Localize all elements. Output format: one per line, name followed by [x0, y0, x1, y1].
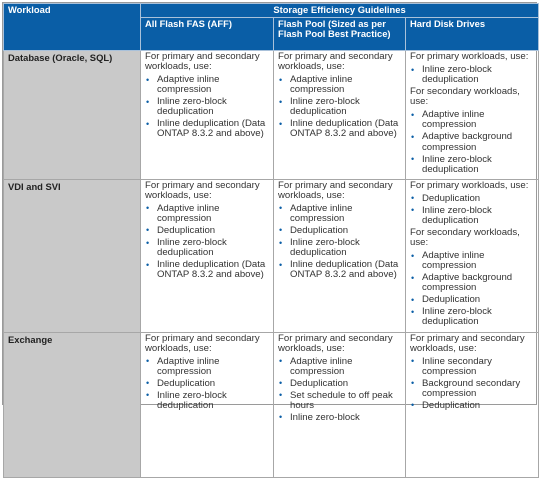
- guideline-cell: [406, 179, 539, 332]
- guideline-list: [145, 204, 270, 280]
- list-item: [145, 260, 270, 280]
- bullet-icon: •: [411, 64, 415, 75]
- guideline-block: [410, 52, 535, 85]
- list-item: [278, 391, 402, 411]
- list-item-text: Deduplication: [157, 224, 216, 236]
- bullet-icon: •: [411, 131, 415, 142]
- guideline-cell: [141, 51, 274, 180]
- list-item-text: Inline zero-block deduplication: [422, 306, 492, 328]
- list-item: [410, 155, 535, 175]
- list-item-text: Adaptive inline compression: [422, 109, 485, 131]
- guideline-block: [278, 334, 402, 424]
- guideline-intro-text: For primary and secondary workloads, use:: [145, 179, 260, 201]
- list-item: [145, 238, 270, 258]
- guideline-intro-text: For primary workloads, use:: [410, 51, 529, 62]
- list-item-text: Background secondary compression: [422, 377, 521, 399]
- list-item-text: Inline zero-block deduplication: [157, 237, 227, 259]
- guideline-intro-text: For primary and secondary workloads, use:: [145, 51, 260, 73]
- list-item-text: Deduplication: [422, 192, 481, 204]
- list-item-text: Adaptive inline compression: [157, 202, 220, 224]
- column-header-flash-pool: Flash Pool (Sized as per Flash Pool Best Practice): [274, 18, 406, 51]
- guideline-list: [410, 110, 535, 174]
- guideline-intro-text: For primary and secondary workloads, use:: [278, 332, 393, 354]
- list-item-text: Inline zero-block deduplication: [422, 64, 492, 86]
- bullet-icon: •: [411, 294, 415, 305]
- list-item-text: Adaptive background compression: [422, 272, 513, 294]
- list-item-text: Adaptive inline compression: [290, 355, 353, 377]
- list-item: [145, 204, 270, 224]
- bullet-icon: •: [279, 259, 283, 270]
- list-item-text: Deduplication: [290, 377, 349, 389]
- list-item-text: Adaptive background compression: [422, 131, 513, 153]
- guideline-cell: [274, 51, 406, 180]
- list-item: [410, 65, 535, 85]
- bullet-icon: •: [279, 118, 283, 129]
- list-item-text: Inline zero-block deduplication: [290, 96, 360, 118]
- list-item-text: Deduplication: [290, 224, 349, 236]
- list-item: [278, 75, 402, 95]
- list-item-text: Deduplication: [422, 399, 481, 411]
- list-item: [145, 97, 270, 117]
- guideline-list: [410, 194, 535, 226]
- list-item: [278, 238, 402, 258]
- workload-cell: Exchange: [4, 332, 141, 477]
- guideline-block: [410, 228, 535, 328]
- guideline-cell: [141, 332, 274, 477]
- bullet-icon: •: [279, 356, 283, 367]
- workload-cell: VDI and SVI: [4, 179, 141, 332]
- bullet-icon: •: [411, 272, 415, 283]
- list-item: [145, 119, 270, 139]
- list-item-text: Inline zero-block deduplication: [157, 96, 227, 118]
- table-row-exchange: [4, 332, 539, 477]
- table-row-vdi-svi: [4, 179, 539, 332]
- list-item-text: Inline zero-block deduplication: [157, 389, 227, 411]
- guideline-block: [410, 87, 535, 175]
- list-item: [410, 295, 535, 305]
- bullet-icon: •: [411, 378, 415, 389]
- bullet-icon: •: [411, 154, 415, 165]
- list-item: [278, 226, 402, 236]
- guideline-list: [145, 357, 270, 411]
- list-item: [278, 357, 402, 377]
- list-item-text: Inline deduplication (Data ONTAP 8.3.2 and above): [157, 259, 266, 281]
- list-item: [410, 357, 535, 377]
- bullet-icon: •: [411, 109, 415, 120]
- guideline-cell: [274, 179, 406, 332]
- bullet-icon: •: [411, 205, 415, 216]
- guideline-cell: [141, 179, 274, 332]
- guideline-block: [278, 181, 402, 281]
- bullet-icon: •: [411, 193, 415, 204]
- guideline-block: [145, 181, 270, 281]
- guideline-list: [145, 75, 270, 139]
- guideline-list: [278, 204, 402, 280]
- guideline-block: [145, 334, 270, 411]
- guideline-block: [145, 52, 270, 140]
- bullet-icon: •: [411, 400, 415, 411]
- list-item-text: Adaptive inline compression: [290, 74, 353, 96]
- list-item: [145, 379, 270, 389]
- bullet-icon: •: [279, 225, 283, 236]
- guideline-list: [410, 357, 535, 411]
- guideline-intro-text: For primary and secondary workloads, use:: [278, 51, 393, 73]
- bullet-icon: •: [279, 74, 283, 85]
- bullet-icon: •: [411, 306, 415, 317]
- list-item: [145, 391, 270, 411]
- bullet-icon: •: [279, 378, 283, 389]
- storage-efficiency-table: [3, 3, 539, 478]
- bullet-icon: •: [146, 356, 150, 367]
- guideline-block: [278, 52, 402, 140]
- guideline-intro-text: For primary and secondary workloads, use:: [410, 332, 525, 354]
- list-item-text: Inline zero-block deduplication: [422, 204, 492, 226]
- list-item: [410, 206, 535, 226]
- list-item: [410, 194, 535, 204]
- guideline-cell: [406, 332, 539, 477]
- list-item-text: Adaptive inline compression: [157, 355, 220, 377]
- storage-efficiency-table-frame: [2, 2, 537, 423]
- bullet-icon: •: [146, 259, 150, 270]
- list-item: [145, 226, 270, 236]
- bullet-icon: •: [279, 96, 283, 107]
- table-body: [4, 51, 539, 478]
- list-item-text: Deduplication: [157, 377, 216, 389]
- table-row-database: [4, 51, 539, 180]
- guideline-cell: [406, 51, 539, 180]
- bullet-icon: •: [146, 74, 150, 85]
- list-item: [410, 273, 535, 293]
- guideline-intro-text: For primary and secondary workloads, use:: [145, 332, 260, 354]
- bullet-icon: •: [279, 203, 283, 214]
- bullet-icon: •: [146, 390, 150, 401]
- guideline-block: [410, 334, 535, 411]
- list-item-text: Inline deduplication (Data ONTAP 8.3.2 and above): [290, 259, 399, 281]
- bullet-icon: •: [279, 390, 283, 401]
- list-item-text: Inline zero-block: [290, 411, 360, 423]
- bullet-icon: •: [146, 118, 150, 129]
- list-item: [278, 204, 402, 224]
- storage-efficiency-group-header: Storage Efficiency Guidelines: [141, 4, 539, 18]
- list-item: [278, 97, 402, 117]
- guideline-list: [410, 65, 535, 85]
- column-header-hdd: Hard Disk Drives: [406, 18, 539, 51]
- list-item-text: Set schedule to off peak hours: [290, 389, 393, 411]
- bullet-icon: •: [146, 96, 150, 107]
- workload-column-header: Workload: [4, 4, 141, 51]
- guideline-intro-text: For primary and secondary workloads, use:: [278, 179, 393, 201]
- list-item: [278, 413, 402, 423]
- workload-cell: Database (Oracle, SQL): [4, 51, 141, 180]
- guideline-list: [278, 75, 402, 139]
- list-item-text: Deduplication: [422, 294, 481, 306]
- bullet-icon: •: [411, 250, 415, 261]
- list-item: [410, 307, 535, 327]
- list-item: [145, 357, 270, 377]
- bullet-icon: •: [146, 225, 150, 236]
- guideline-list: [410, 251, 535, 327]
- list-item-text: Inline zero-block deduplication: [290, 237, 360, 259]
- bullet-icon: •: [146, 203, 150, 214]
- guideline-intro-text: For primary workloads, use:: [410, 179, 529, 191]
- guideline-list: [278, 357, 402, 423]
- bullet-icon: •: [146, 378, 150, 389]
- bullet-icon: •: [146, 237, 150, 248]
- list-item: [410, 132, 535, 152]
- list-item-text: Adaptive inline compression: [422, 250, 485, 272]
- list-item: [145, 75, 270, 95]
- guideline-block: [410, 181, 535, 226]
- list-item: [410, 110, 535, 130]
- list-item-text: Inline secondary compression: [422, 355, 492, 377]
- column-header-aff: All Flash FAS (AFF): [141, 18, 274, 51]
- list-item: [410, 251, 535, 271]
- list-item-text: Adaptive inline compression: [290, 202, 353, 224]
- list-item: [410, 401, 535, 411]
- list-item: [278, 379, 402, 389]
- table-header: [4, 4, 539, 51]
- bullet-icon: •: [279, 237, 283, 248]
- bullet-icon: •: [411, 356, 415, 367]
- guideline-intro-text: For secondary workloads, use:: [410, 86, 520, 108]
- guideline-intro-text: For secondary workloads, use:: [410, 226, 520, 248]
- guideline-cell: [274, 332, 406, 477]
- list-item-text: Adaptive inline compression: [157, 74, 220, 96]
- bullet-icon: •: [279, 412, 283, 423]
- list-item: [410, 379, 535, 399]
- list-item: [278, 119, 402, 139]
- list-item-text: Inline deduplication (Data ONTAP 8.3.2 and above): [157, 118, 266, 140]
- list-item-text: Inline zero-block deduplication: [422, 153, 492, 175]
- list-item: [278, 260, 402, 280]
- list-item-text: Inline deduplication (Data ONTAP 8.3.2 and above): [290, 118, 399, 140]
